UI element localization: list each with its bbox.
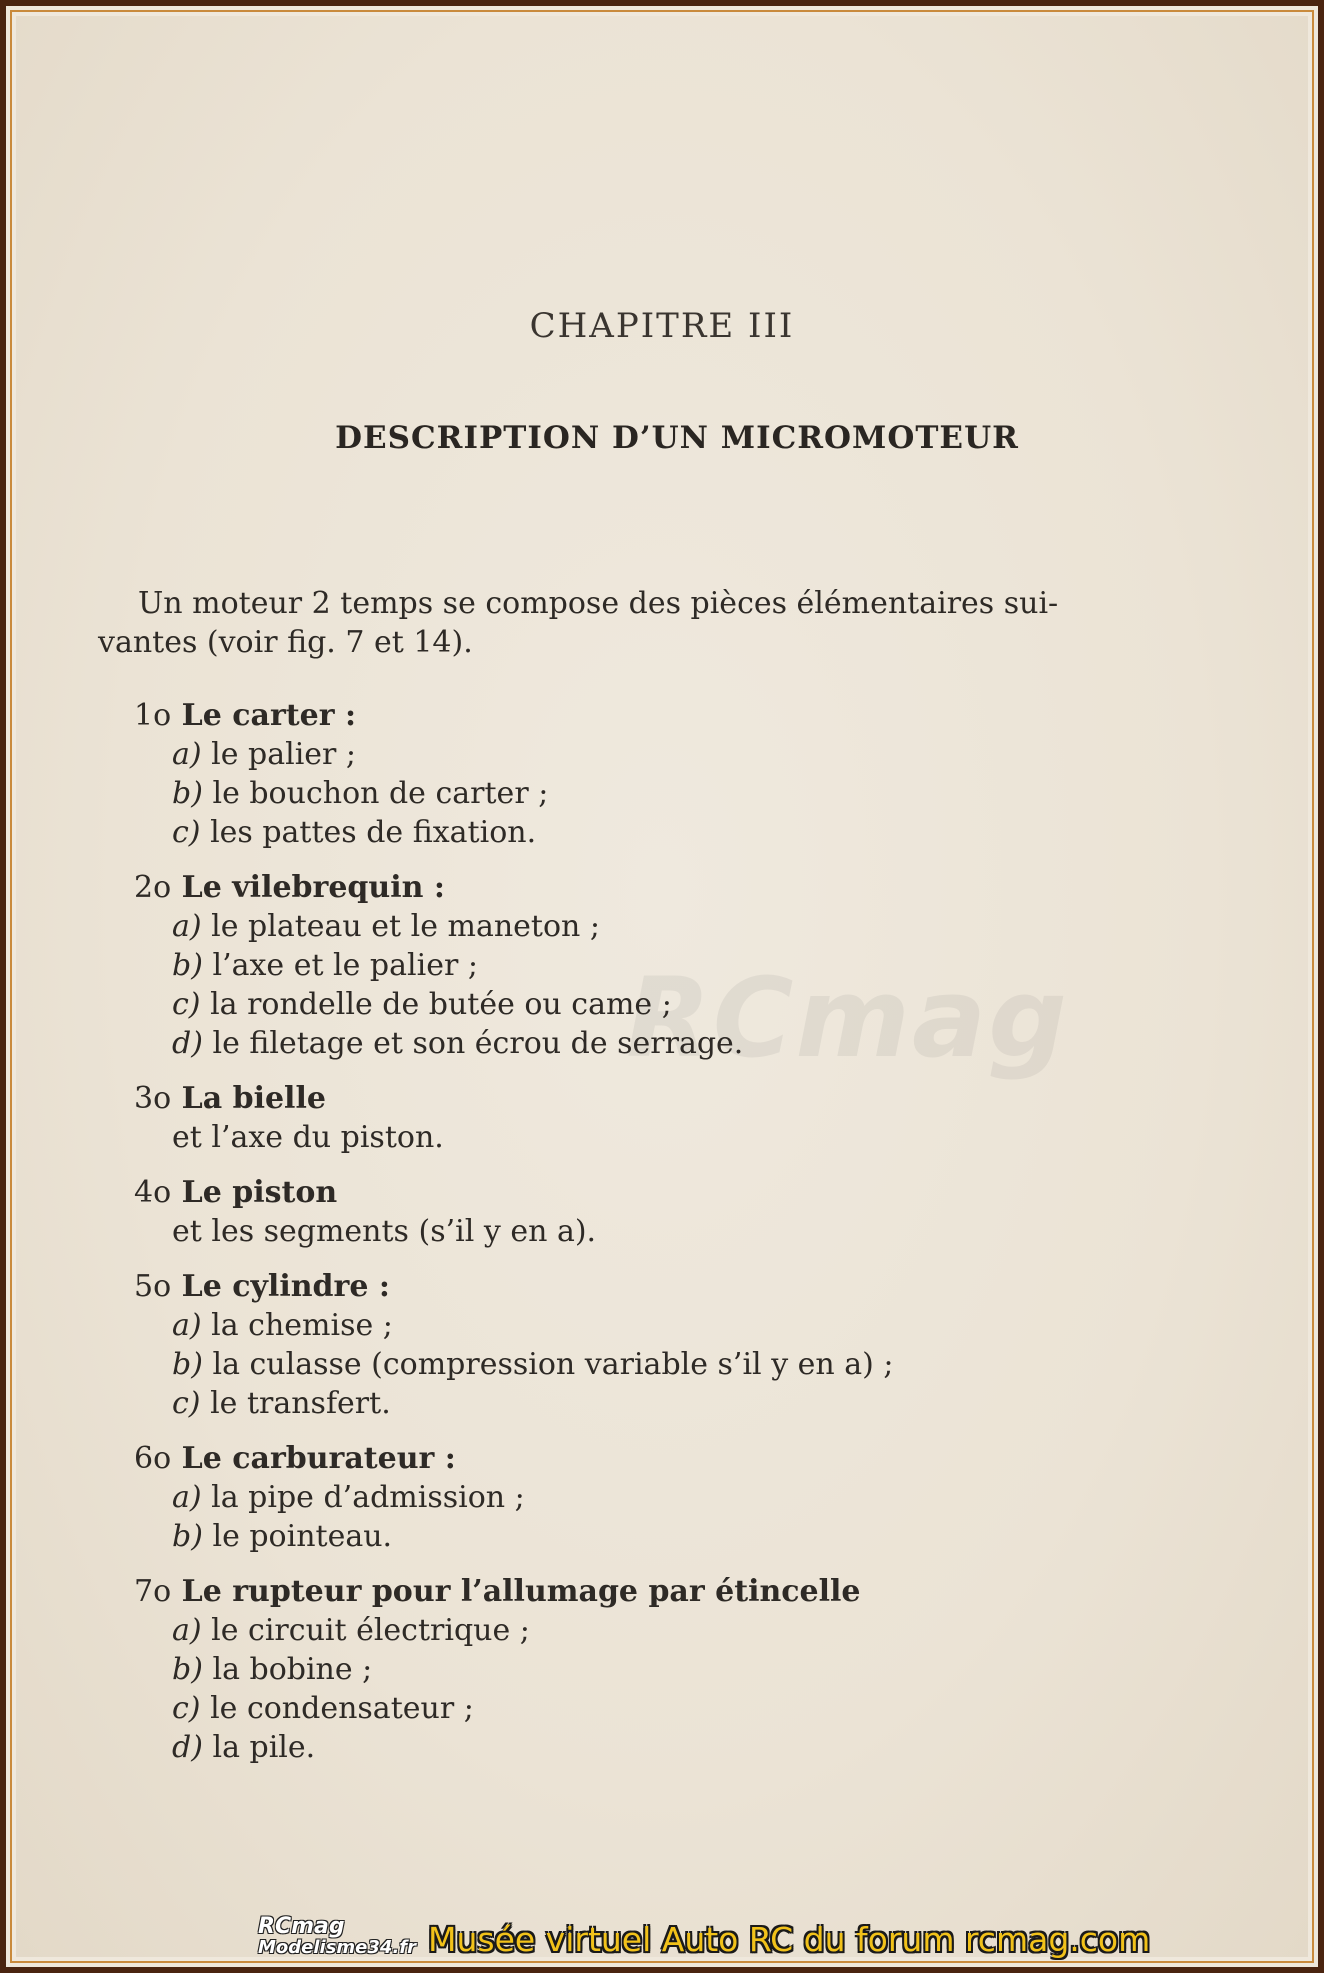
section-heading: [134, 1079, 1094, 1118]
item-letter: c): [172, 1691, 201, 1726]
item-letter: c): [172, 1386, 201, 1421]
section-heading-text: Le carter :: [181, 698, 357, 733]
intro-paragraph: [98, 584, 1138, 662]
section-heading-text: Le vilebrequin :: [181, 870, 445, 905]
logo-line-2: Modelisme34.fr: [258, 1937, 416, 1958]
item-letter: a): [172, 737, 202, 772]
section-heading: [134, 696, 1094, 735]
section-heading: [134, 1173, 1094, 1212]
list-item: [134, 985, 1094, 1024]
section-number: 5o: [134, 1269, 172, 1304]
item-letter: a): [172, 1308, 202, 1343]
logo-line-1: RCmag: [258, 1914, 345, 1939]
item-text: le filetage et son écrou de serrage.: [212, 1026, 744, 1061]
section-rupteur: [134, 1572, 1094, 1767]
section-heading-text: Le cylindre :: [181, 1269, 390, 1304]
item-text: la culasse (compression variable s’il y en a) ;: [212, 1347, 894, 1382]
book-page: [16, 16, 1308, 1957]
item-letter: a): [172, 1480, 202, 1515]
section-vilebrequin: [134, 868, 1094, 1063]
item-text: la pipe d’admission ;: [211, 1480, 525, 1515]
item-letter: d): [172, 1026, 203, 1061]
section-continuation: et l’axe du piston.: [172, 1120, 444, 1155]
list-item: [134, 1650, 1094, 1689]
section-heading-text: Le rupteur pour l’allumage par étincelle: [181, 1574, 861, 1609]
page-title: DESCRIPTION D’UN MICROMOTEUR: [335, 420, 1019, 456]
section-continuation: et les segments (s’il y en a).: [172, 1214, 597, 1249]
item-letter: b): [172, 948, 203, 983]
section-bielle: [134, 1079, 1094, 1157]
item-text: le pointeau.: [212, 1519, 393, 1554]
section-heading-text: Le carburateur :: [181, 1441, 456, 1476]
section-number: 4o: [134, 1175, 172, 1210]
item-text: le plateau et le maneton ;: [211, 909, 600, 944]
list-item: [134, 735, 1094, 774]
list-item: [134, 1728, 1094, 1767]
item-text: la chemise ;: [211, 1308, 393, 1343]
section-cylindre: [134, 1267, 1094, 1423]
section-number: 2o: [134, 870, 172, 905]
item-letter: c): [172, 815, 201, 850]
item-text: le palier ;: [211, 737, 357, 772]
list-item: [134, 1478, 1094, 1517]
list-item: [134, 1345, 1094, 1384]
item-text: la rondelle de butée ou came ;: [210, 987, 672, 1022]
list-item: [134, 946, 1094, 985]
section-heading: [134, 1267, 1094, 1306]
item-letter: c): [172, 987, 201, 1022]
item-text: la bobine ;: [212, 1652, 373, 1687]
list-item: [134, 774, 1094, 813]
section-number: 1o: [134, 698, 172, 733]
intro-line-2: vantes (voir fig. 7 et 14).: [98, 625, 473, 660]
item-text: la pile.: [212, 1730, 316, 1765]
list-item: [134, 813, 1094, 852]
list-item: [134, 1689, 1094, 1728]
item-text: le condensateur ;: [210, 1691, 474, 1726]
item-letter: a): [172, 909, 202, 944]
list-item: [134, 1024, 1094, 1063]
section-heading: [134, 868, 1094, 907]
item-letter: d): [172, 1730, 203, 1765]
item-letter: b): [172, 1652, 203, 1687]
component-list: [134, 696, 1094, 1783]
list-item: [134, 1306, 1094, 1345]
item-text: les pattes de fixation.: [210, 815, 537, 850]
section-heading-text: La bielle: [181, 1081, 326, 1116]
watermark: RCmag: [626, 954, 1070, 1082]
chapter-heading: CHAPITRE III: [529, 306, 795, 346]
item-letter: b): [172, 776, 203, 811]
list-item: [134, 907, 1094, 946]
section-heading-text: Le piston: [181, 1175, 338, 1210]
list-item: [134, 1517, 1094, 1556]
list-item: [134, 1611, 1094, 1650]
section-number: 6o: [134, 1441, 172, 1476]
section-carburateur: [134, 1439, 1094, 1556]
item-text: le transfert.: [210, 1386, 391, 1421]
section-number: 3o: [134, 1081, 172, 1116]
item-text: le circuit électrique ;: [211, 1613, 530, 1648]
section-number: 7o: [134, 1574, 172, 1609]
footer-text: Musée virtuel Auto RC du forum rcmag.com: [428, 1920, 1151, 1959]
section-piston: [134, 1173, 1094, 1251]
footer-banner: [258, 1914, 1158, 1968]
item-letter: a): [172, 1613, 202, 1648]
section-heading: [134, 1439, 1094, 1478]
list-item: [134, 1384, 1094, 1423]
section-carter: [134, 696, 1094, 852]
item-letter: b): [172, 1519, 203, 1554]
item-text: le bouchon de carter ;: [212, 776, 549, 811]
intro-line-1: Un moteur 2 temps se compose des pièces élémentaires sui-: [138, 586, 1059, 621]
section-heading: [134, 1572, 1094, 1611]
rcmag-logo: [258, 1916, 416, 1958]
item-letter: b): [172, 1347, 203, 1382]
item-text: l’axe et le palier ;: [212, 948, 478, 983]
